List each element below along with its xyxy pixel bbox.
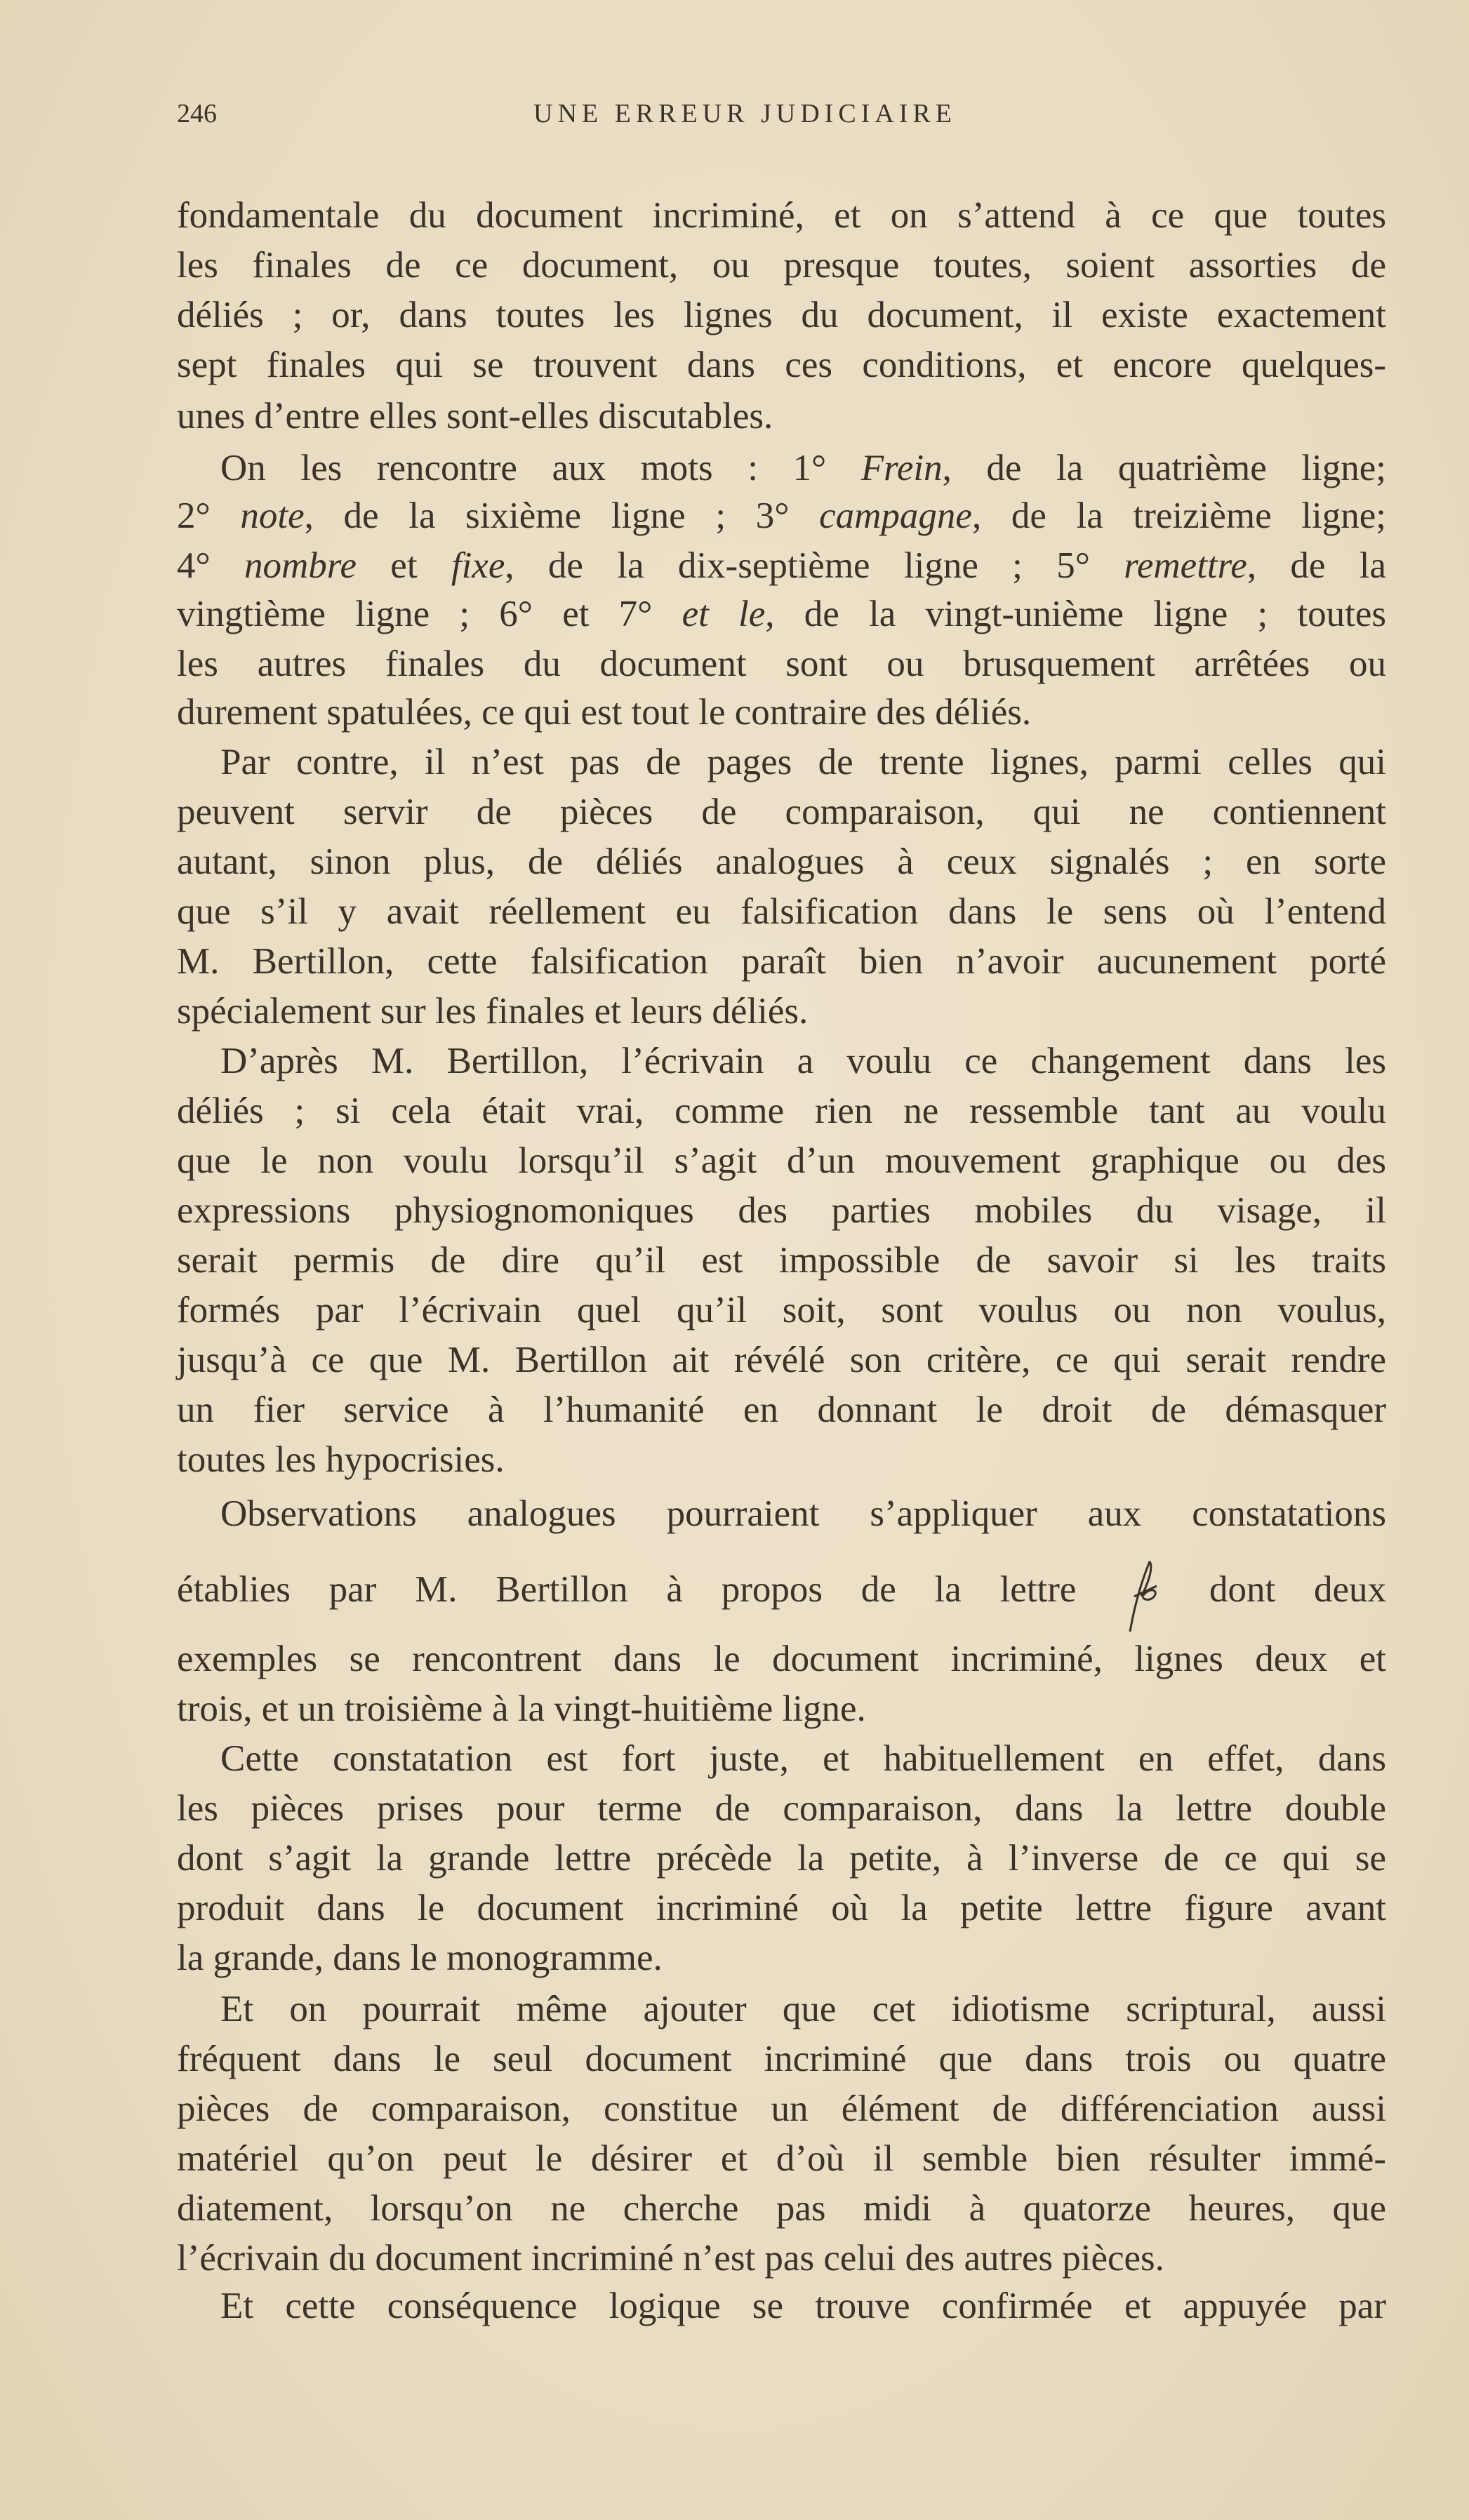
page-number: 246 (177, 99, 217, 128)
italic-word: campagne (819, 495, 972, 537)
text-line (177, 495, 1386, 537)
text-segment: sept finales qui se trouvent dans ces conditions, et encore quelques- (177, 345, 1386, 386)
text-segment: déliés ; or, dans toutes les lignes du document, il existe exactement (177, 295, 1386, 336)
text-line (177, 1887, 1386, 1929)
text-segment: toutes les hypocrisies. (177, 1439, 505, 1480)
text-line (177, 990, 1386, 1032)
text-segment: , de la dix-septième ligne ; 5° (505, 545, 1124, 587)
text-segment: trois, et un troisième à la vingt-huitième ligne. (177, 1688, 866, 1729)
italic-word: remettre (1124, 545, 1247, 587)
text-segment: spécialement sur les finales et leurs déliés. (177, 990, 809, 1032)
text-line (177, 643, 1386, 685)
text-segment: serait permis de dire qu’il est impossible de savoir si les traits (177, 1239, 1386, 1281)
text-line (177, 691, 1386, 733)
text-line (177, 1339, 1386, 1381)
text-line (177, 1568, 1386, 1614)
text-line (177, 244, 1386, 286)
text-line (177, 791, 1386, 833)
text-segment: expressions physiognomoniques des parties mobiles du visage, il (177, 1189, 1386, 1231)
text-segment: la grande, dans le monogramme. (177, 1937, 663, 1978)
text-segment: Observations analogues pourraient s’appliquer aux constatations (220, 1493, 1386, 1535)
text-line (220, 741, 1386, 783)
text-segment: Et on pourrait même ajouter que cet idiotisme scriptural, aussi (220, 1988, 1386, 2029)
text-segment: que le non voulu lorsqu’il s’agit d’un mouvement graphique ou des (177, 1140, 1386, 1181)
text-segment: exemples se rencontrent dans le document incriminé, lignes deux et (177, 1638, 1386, 1679)
text-line (220, 2285, 1386, 2327)
italic-word: Frein (860, 447, 943, 488)
text-line (220, 1040, 1386, 1082)
text-line (177, 1787, 1386, 1829)
text-line (220, 447, 1386, 489)
text-segment: et (356, 545, 451, 587)
text-segment: , de la (1247, 545, 1386, 587)
text-segment: dont s’agit la grande lettre précède la petite, à l’inverse de ce qui se (177, 1837, 1386, 1879)
text-line (177, 891, 1386, 933)
text-segment: fondamentale du document incriminé, et on s’attend à ce que toutes (177, 195, 1386, 236)
text-line (177, 1289, 1386, 1331)
text-line (177, 1638, 1386, 1680)
text-segment: les pièces prises pour terme de comparaison, dans la lettre double (177, 1787, 1386, 1829)
text-segment: les finales de ce document, ou presque toutes, soient assorties de (177, 245, 1386, 286)
running-head: UNE ERREUR JUDICIAIRE (533, 99, 957, 128)
text-line (177, 2088, 1386, 2130)
italic-word: nombre (244, 545, 357, 587)
text-segment: pièces de comparaison, constitue un élément de différenciation aussi (177, 2088, 1386, 2129)
text-segment: fréquent dans le seul document incriminé que dans trois ou quatre (177, 2038, 1386, 2079)
text-segment: unes d’entre elles sont-elles discutables. (177, 396, 773, 437)
text-segment: 2° (177, 495, 241, 537)
text-segment: vingtième ligne ; 6° et 7° (177, 594, 682, 635)
text-segment: , de la sixième ligne ; 3° (304, 495, 820, 537)
italic-word: fixe (451, 545, 505, 587)
text-segment: 4° (177, 545, 245, 587)
text-line (177, 2187, 1386, 2229)
text-segment: diatement, lorsqu’on ne cherche pas midi à quatorze heures, que (177, 2187, 1386, 2229)
text-segment: produit dans le document incriminé où la petite lettre figure avant (177, 1887, 1386, 1928)
text-line (177, 1389, 1386, 1431)
text-segment: établies par M. Bertillon à propos de la lettre (177, 1569, 1115, 1611)
text-line (220, 1493, 1386, 1535)
text-line (177, 1937, 1386, 1979)
text-segment: , de la vingt-unième ligne ; toutes (765, 594, 1387, 635)
text-line (177, 2138, 1386, 2180)
text-line (177, 344, 1386, 386)
text-line (177, 194, 1386, 236)
text-segment: formés par l’écrivain quel qu’il soit, sont voulus ou non voulus, (177, 1289, 1386, 1331)
text-line (177, 593, 1386, 635)
text-line (177, 1439, 1386, 1481)
text-segment: D’après M. Bertillon, l’écrivain a voulu ce changement dans les (220, 1040, 1386, 1081)
text-segment: Par contre, il n’est pas de pages de trente lignes, parmi celles qui (220, 741, 1386, 782)
text-segment: un fier service à l’humanité en donnant le droit de démasquer (177, 1389, 1386, 1430)
text-segment: Cette constatation est fort juste, et habituellement en effet, dans (220, 1738, 1386, 1779)
text-line (177, 1239, 1386, 1281)
text-segment: , de la treizième ligne; (971, 495, 1386, 537)
text-line (177, 1837, 1386, 1879)
text-line (177, 294, 1386, 336)
text-line (177, 1090, 1386, 1132)
text-line (177, 2237, 1386, 2279)
text-segment: On les rencontre aux mots : 1° (220, 447, 861, 488)
text-line (220, 1738, 1386, 1780)
text-segment: les autres finales du document sont ou brusquement arrêtées ou (177, 644, 1386, 685)
text-segment: l’écrivain du document incriminé n’est pas celui des autres pièces. (177, 2237, 1164, 2279)
text-line (177, 940, 1386, 982)
text-segment: que s’il y avait réellement eu falsification dans le sens où l’entend (177, 891, 1386, 932)
text-segment: matériel qu’on peut le désirer et d’où il semble bien résulter immé- (177, 2138, 1386, 2179)
handwritten-letter-glyph (1115, 1572, 1171, 1614)
text-line (177, 545, 1386, 587)
text-line (177, 1189, 1386, 1232)
text-line (177, 2038, 1386, 2080)
text-segment: dont deux (1171, 1569, 1387, 1611)
text-line (220, 1988, 1386, 2030)
text-segment: Et cette conséquence logique se trouve confirmée et appuyée par (220, 2286, 1386, 2327)
text-line (177, 395, 1386, 437)
text-segment: peuvent servir de pièces de comparaison, qui ne contiennent (177, 791, 1386, 832)
text-line (177, 841, 1386, 883)
text-segment: jusqu’à ce que M. Bertillon ait révélé son critère, ce qui serait rendre (177, 1339, 1386, 1380)
text-segment: , de la quatrième ligne; (942, 447, 1387, 488)
text-segment: déliés ; si cela était vrai, comme rien ne ressemble tant au voulu (177, 1090, 1386, 1131)
text-line (177, 1688, 1386, 1730)
text-segment: autant, sinon plus, de déliés analogues à ceux signalés ; en sorte (177, 841, 1386, 882)
text-segment: M. Bertillon, cette falsification paraît bien n’avoir aucunement porté (177, 940, 1386, 982)
text-segment: durement spatulées, ce qui est tout le contraire des déliés. (177, 691, 1032, 733)
text-line (177, 1140, 1386, 1182)
italic-word: note (240, 495, 305, 537)
italic-word: et le (682, 594, 766, 635)
